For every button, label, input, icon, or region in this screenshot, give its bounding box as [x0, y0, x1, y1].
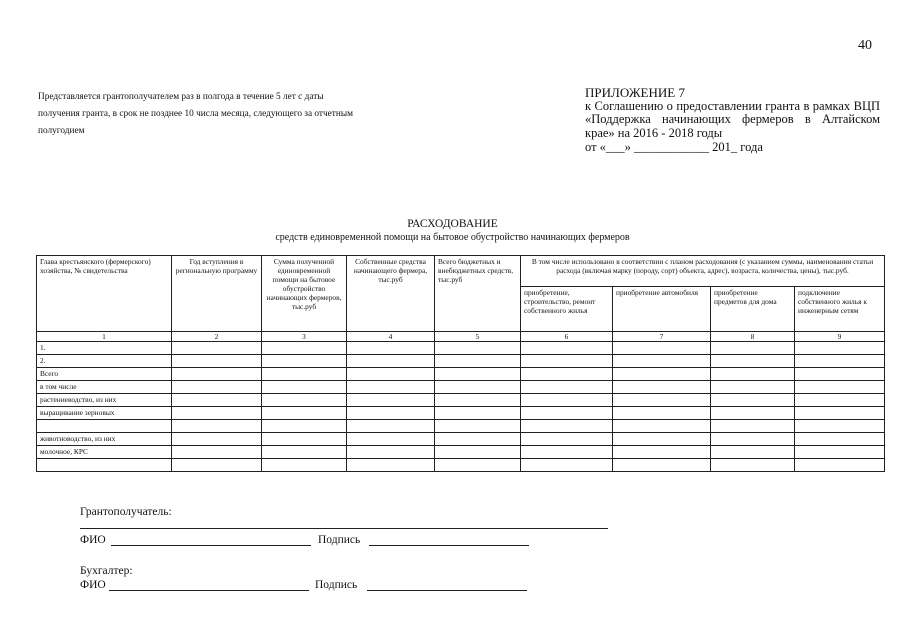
- table-row: [37, 446, 885, 459]
- table-cell[interactable]: [711, 420, 795, 433]
- header-usage-group: В том числе использовано в соответствии с планом расходования (с указанием суммы, наименования статьи расхода (включая марку (породу, сорт) объекта, адрес), возраста, количества, цены), тыс.руб.: [521, 256, 885, 287]
- submission-note: Представляется грантополучателем раз в полгода в течение 5 лет с даты получения гранта, в срок не позднее 10 числа месяца, следующего за отчетным полугодием: [38, 92, 353, 136]
- header-own-funds: Собственные средства начинающего фермера, тыс.руб: [347, 256, 435, 332]
- table-cell[interactable]: [521, 368, 613, 381]
- row-label: в том числе: [37, 381, 172, 394]
- row-label: Всего: [37, 368, 172, 381]
- table-cell[interactable]: [521, 433, 613, 446]
- table-row: [37, 342, 885, 355]
- table-cell[interactable]: [613, 394, 711, 407]
- table-cell[interactable]: [521, 394, 613, 407]
- table-cell[interactable]: [262, 381, 347, 394]
- table-row: [37, 368, 885, 381]
- table-cell[interactable]: [521, 459, 613, 472]
- table-cell[interactable]: [347, 381, 435, 394]
- table-cell[interactable]: [613, 342, 711, 355]
- accountant-signature-line[interactable]: [367, 590, 527, 591]
- table-cell[interactable]: [172, 446, 262, 459]
- header-utilities: подключение собственного жилья к инженерным сетям: [795, 287, 885, 332]
- table-cell[interactable]: [795, 394, 885, 407]
- column-number: 1: [37, 332, 172, 342]
- table-cell[interactable]: [347, 433, 435, 446]
- table-cell[interactable]: [347, 368, 435, 381]
- table-cell[interactable]: [172, 433, 262, 446]
- table-cell[interactable]: [613, 459, 711, 472]
- table-cell[interactable]: [613, 446, 711, 459]
- column-number-row: [37, 332, 885, 342]
- table-cell[interactable]: [613, 433, 711, 446]
- header-housing: приобретение, строительство, ремонт собственного жилья: [521, 287, 613, 332]
- table-cell[interactable]: [613, 407, 711, 420]
- column-number: 3: [262, 332, 347, 342]
- row-label: 1.: [37, 342, 172, 355]
- table-cell[interactable]: [435, 433, 521, 446]
- table-cell[interactable]: [711, 368, 795, 381]
- appendix-title: ПРИЛОЖЕНИЕ 7: [585, 85, 685, 100]
- table-cell[interactable]: [262, 394, 347, 407]
- table-cell[interactable]: [262, 342, 347, 355]
- table-cell[interactable]: [711, 394, 795, 407]
- header-join-year: Год вступления в региональную программу: [172, 256, 262, 332]
- recipient-signature-label: Подпись: [318, 534, 361, 546]
- table-cell[interactable]: [795, 407, 885, 420]
- table-cell[interactable]: [172, 420, 262, 433]
- table-cell[interactable]: [521, 342, 613, 355]
- table-cell[interactable]: [435, 407, 521, 420]
- table-cell[interactable]: [795, 342, 885, 355]
- table-cell[interactable]: [613, 368, 711, 381]
- table-cell[interactable]: [262, 407, 347, 420]
- accountant-fio-line[interactable]: [109, 590, 309, 591]
- row-label: 2.: [37, 355, 172, 368]
- header-aid-amount: Сумма полученной единовременной помощи на бытовое обустройство начинающих фермеров, тыс.руб: [262, 256, 347, 332]
- table-cell[interactable]: [262, 459, 347, 472]
- table-cell[interactable]: [711, 355, 795, 368]
- header-farm-head: Глава крестьянского (фермерского) хозяйства, № свидетельства: [37, 256, 172, 332]
- table-cell[interactable]: [435, 420, 521, 433]
- table-cell[interactable]: [711, 459, 795, 472]
- table-cell[interactable]: [172, 381, 262, 394]
- column-number: 4: [347, 332, 435, 342]
- table-cell[interactable]: [613, 420, 711, 433]
- table-cell[interactable]: [262, 368, 347, 381]
- table-row: [37, 355, 885, 368]
- column-number: 2: [172, 332, 262, 342]
- table-cell[interactable]: [795, 355, 885, 368]
- table-cell[interactable]: [795, 459, 885, 472]
- table-row: [37, 394, 885, 407]
- table-cell[interactable]: [521, 381, 613, 394]
- column-number: 7: [613, 332, 711, 342]
- table-cell[interactable]: [435, 381, 521, 394]
- table-cell[interactable]: [262, 420, 347, 433]
- recipient-name-line[interactable]: [80, 528, 608, 529]
- header-car: приобретение автомобиля: [613, 287, 711, 332]
- table-cell[interactable]: [347, 420, 435, 433]
- page-number: 40: [858, 38, 872, 53]
- column-number: 6: [521, 332, 613, 342]
- row-label: [37, 459, 172, 472]
- table-cell[interactable]: [347, 407, 435, 420]
- table-cell[interactable]: [172, 394, 262, 407]
- table-cell[interactable]: [435, 342, 521, 355]
- column-number: 5: [435, 332, 521, 342]
- table-cell[interactable]: [172, 355, 262, 368]
- table-row: [37, 433, 885, 446]
- table-cell[interactable]: [711, 342, 795, 355]
- header-total-funds: Всего бюджетных и внебюджетных средств, тыс.руб: [435, 256, 521, 332]
- recipient-fio-label: ФИО: [80, 534, 106, 546]
- table-cell[interactable]: [435, 394, 521, 407]
- table-cell[interactable]: [613, 355, 711, 368]
- table-cell[interactable]: [347, 394, 435, 407]
- table-cell[interactable]: [172, 368, 262, 381]
- accountant-label: Бухгалтер:: [80, 565, 133, 577]
- table-cell[interactable]: [795, 381, 885, 394]
- row-label: [37, 420, 172, 433]
- table-cell[interactable]: [613, 381, 711, 394]
- appendix-date-line: от «___» ____________ 201_ года: [585, 140, 763, 154]
- table-row: [37, 407, 885, 420]
- row-label: растениеводство, из них: [37, 394, 172, 407]
- recipient-signature-line[interactable]: [369, 545, 529, 546]
- table-cell[interactable]: [172, 407, 262, 420]
- accountant-fio-label: ФИО: [80, 579, 106, 591]
- table-cell[interactable]: [795, 433, 885, 446]
- table-cell[interactable]: [262, 355, 347, 368]
- document-subtitle: средств единовременной помощи на бытовое обустройство начинающих фермеров: [275, 232, 630, 243]
- recipient-label: Грантополучатель:: [80, 506, 172, 518]
- accountant-signature-label: Подпись: [315, 579, 358, 591]
- appendix-block: [585, 86, 880, 155]
- recipient-fio-line[interactable]: [111, 545, 311, 546]
- appendix-text: к Соглашению о предоставлении гранта в рамках ВЦП «Поддержка начинающих фермеров в Алтайском крае» на 2016 - 2018 годы: [585, 98, 880, 140]
- table-cell[interactable]: [172, 459, 262, 472]
- row-label: выращивание зерновых: [37, 407, 172, 420]
- table-cell[interactable]: [795, 446, 885, 459]
- table-cell[interactable]: [262, 446, 347, 459]
- table-cell[interactable]: [172, 342, 262, 355]
- table-cell[interactable]: [435, 355, 521, 368]
- table-cell[interactable]: [521, 407, 613, 420]
- table-row: [37, 459, 885, 472]
- table-cell[interactable]: [711, 433, 795, 446]
- table-cell[interactable]: [711, 446, 795, 459]
- table-row: [37, 381, 885, 394]
- table-cell[interactable]: [795, 420, 885, 433]
- table-cell[interactable]: [262, 433, 347, 446]
- table-cell[interactable]: [711, 407, 795, 420]
- table-cell[interactable]: [347, 355, 435, 368]
- table-cell[interactable]: [521, 355, 613, 368]
- table-cell[interactable]: [347, 446, 435, 459]
- table-row: [37, 420, 885, 433]
- document-title: РАСХОДОВАНИЕ: [407, 218, 498, 230]
- column-number: 8: [711, 332, 795, 342]
- table-cell[interactable]: [347, 342, 435, 355]
- table-cell[interactable]: [521, 446, 613, 459]
- row-label: молочное, КРС: [37, 446, 172, 459]
- header-household-items: приобретение предметов для дома: [711, 287, 795, 332]
- expenditure-table: [36, 255, 885, 472]
- table-cell[interactable]: [435, 368, 521, 381]
- row-label: животноводство, из них: [37, 433, 172, 446]
- table-cell[interactable]: [435, 459, 521, 472]
- table-cell[interactable]: [435, 446, 521, 459]
- table-cell[interactable]: [795, 368, 885, 381]
- table-cell[interactable]: [347, 459, 435, 472]
- table-cell[interactable]: [521, 420, 613, 433]
- table-cell[interactable]: [711, 381, 795, 394]
- column-number: 9: [795, 332, 885, 342]
